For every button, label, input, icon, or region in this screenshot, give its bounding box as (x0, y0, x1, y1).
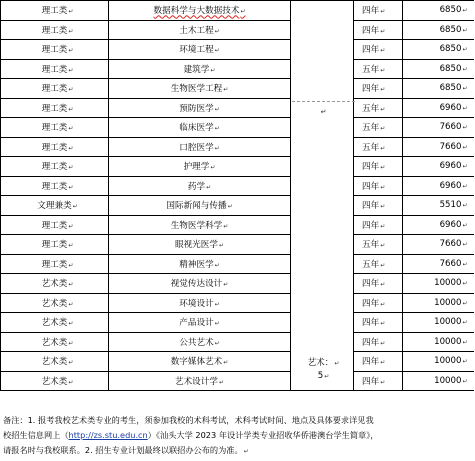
years-cell: 四年 ↵ (354, 215, 403, 235)
category-cell: 理工类 ↵ (1, 235, 109, 255)
table-row (1, 20, 474, 40)
note-line-2 (3, 428, 474, 443)
category-cell: 艺术类 ↵ (1, 371, 109, 391)
category-cell: 文理兼类 ↵ (1, 196, 109, 216)
art-plan-line1: 艺术： (307, 358, 334, 368)
fee-cell: 5510 ↵ (403, 196, 474, 216)
table-row (1, 98, 474, 118)
fee-cell: 6850 ↵ (403, 20, 474, 40)
category-cell: 理工类 ↵ (1, 40, 109, 60)
years-cell: 四年 ↵ (354, 176, 403, 196)
major-cell: 眼视光医学 ↵ (109, 235, 291, 255)
category-cell: 理工类 ↵ (1, 215, 109, 235)
years-cell: 五年 ↵ (354, 254, 403, 274)
major-cell: 土木工程 ↵ (109, 20, 291, 40)
table-row (1, 176, 474, 196)
table-row (1, 137, 474, 157)
fee-cell: 10000 ↵ (403, 352, 474, 372)
major-cell: 数据科学与大数据技术 ↵ (109, 1, 291, 21)
fee-cell: 10000 ↵ (403, 332, 474, 352)
category-cell: 艺术类 ↵ (1, 293, 109, 313)
years-cell: 四年 ↵ (354, 352, 403, 372)
admission-website-link[interactable]: http://zs.stu.edu.cn (68, 430, 148, 440)
category-cell: 理工类 ↵ (1, 98, 109, 118)
note-line-2-prefix: 校招生信息网上（ (3, 430, 69, 440)
major-cell: 国际新闻与传播 ↵ (109, 196, 291, 216)
category-cell: 理工类 ↵ (1, 1, 109, 21)
table-row (1, 254, 474, 274)
table-row (1, 352, 474, 372)
major-cell: 生物医学工程 ↵ (109, 79, 291, 99)
category-cell: 理工类 ↵ (1, 79, 109, 99)
major-cell: 生物医学科学 ↵ (109, 215, 291, 235)
category-cell: 理工类 ↵ (1, 59, 109, 79)
fee-cell: 6960 ↵ (403, 215, 474, 235)
table-row (1, 371, 474, 391)
note-line-2-suffix: ）《汕头大学 2023 年设计学类专业招收华侨港澳台学生简章》， (147, 430, 379, 440)
fee-cell: 10000 ↵ (403, 274, 474, 294)
fee-cell: 10000 ↵ (403, 313, 474, 333)
table-row (1, 40, 474, 60)
years-cell: 五年 ↵ (354, 98, 403, 118)
note-line-3-text: 请报名时与我校联系。2. 招生专业计划最终以联招办公布的为准。 (3, 445, 243, 455)
fee-cell: 7660 ↵ (403, 137, 474, 157)
major-cell: 数字媒体艺术 ↵ (109, 352, 291, 372)
fee-cell: 6850 ↵ (403, 40, 474, 60)
fee-cell: 10000 ↵ (403, 371, 474, 391)
paragraph-mark: ↵ (320, 108, 327, 116)
category-cell: 艺术类 ↵ (1, 352, 109, 372)
years-cell: 五年 ↵ (354, 59, 403, 79)
years-cell: 四年 ↵ (354, 293, 403, 313)
major-cell: 口腔医学 ↵ (109, 137, 291, 157)
note-line-3 (3, 443, 474, 459)
plan-cell (291, 1, 354, 391)
years-cell: 四年 ↵ (354, 371, 403, 391)
category-cell: 理工类 ↵ (1, 20, 109, 40)
major-cell: 建筑学 ↵ (109, 59, 291, 79)
table-row (1, 332, 474, 352)
fee-cell: 6850 ↵ (403, 59, 474, 79)
category-cell: 理工类 ↵ (1, 254, 109, 274)
fee-cell: 6850 ↵ (403, 79, 474, 99)
major-cell: 预防医学 ↵ (109, 98, 291, 118)
major-cell: 产品设计 ↵ (109, 313, 291, 333)
years-cell: 四年 ↵ (354, 79, 403, 99)
fee-cell: 6850 ↵ (403, 1, 474, 21)
major-cell: 公共艺术 ↵ (109, 332, 291, 352)
major-cell: 艺术设计学 ↵ (109, 371, 291, 391)
years-cell: 四年 ↵ (354, 332, 403, 352)
table-row (1, 157, 474, 177)
major-cell: 护理学 ↵ (109, 157, 291, 177)
years-cell: 四年 ↵ (354, 313, 403, 333)
footnote (0, 413, 474, 459)
category-cell: 理工类 ↵ (1, 118, 109, 138)
years-cell: 五年 ↵ (354, 235, 403, 255)
table-row (1, 118, 474, 138)
table-row (1, 79, 474, 99)
fee-cell: 6960 ↵ (403, 176, 474, 196)
note-line-1: 备注：1. 报考我校艺术类专业的考生，须参加我校的术科考试，术科考试时间、地点及具体要求详见我 (3, 415, 374, 425)
category-cell: 理工类 ↵ (1, 157, 109, 177)
table-row (1, 1, 474, 21)
table-row (1, 196, 474, 216)
major-cell: 环境工程 ↵ (109, 40, 291, 60)
years-cell: 四年 ↵ (354, 157, 403, 177)
category-cell: 艺术类 ↵ (1, 274, 109, 294)
major-cell: 临床医学 ↵ (109, 118, 291, 138)
fee-cell: 7660 ↵ (403, 254, 474, 274)
fee-cell: 6960 ↵ (403, 157, 474, 177)
years-cell: 四年 ↵ (354, 274, 403, 294)
fee-cell: 7660 ↵ (403, 235, 474, 255)
category-cell: 艺术类 ↵ (1, 313, 109, 333)
table-row (1, 274, 474, 294)
category-cell: 艺术类 ↵ (1, 332, 109, 352)
years-cell: 四年 ↵ (354, 1, 403, 21)
years-cell: 四年 ↵ (354, 40, 403, 60)
category-cell: 理工类 ↵ (1, 137, 109, 157)
years-cell: 四年 ↵ (354, 196, 403, 216)
table-row (1, 59, 474, 79)
art-plan-label (292, 357, 355, 383)
table-row (1, 313, 474, 333)
table-row (1, 215, 474, 235)
table-body (1, 1, 474, 391)
fee-cell: 7660 ↵ (403, 118, 474, 138)
fee-cell: 6960 ↵ (403, 98, 474, 118)
art-plan-count: 5 (317, 371, 324, 381)
years-cell: 五年 ↵ (354, 137, 403, 157)
years-cell: 四年 ↵ (354, 20, 403, 40)
major-cell: 精神医学 ↵ (109, 254, 291, 274)
table-row (1, 293, 474, 313)
category-cell: 理工类 ↵ (1, 176, 109, 196)
dashed-divider (292, 101, 355, 102)
fee-cell: 10000 ↵ (403, 293, 474, 313)
major-cell: 药学 ↵ (109, 176, 291, 196)
major-cell: 环境设计 ↵ (109, 293, 291, 313)
table-row (1, 235, 474, 255)
years-cell: 五年 ↵ (354, 118, 403, 138)
major-cell: 视觉传达设计 ↵ (109, 274, 291, 294)
